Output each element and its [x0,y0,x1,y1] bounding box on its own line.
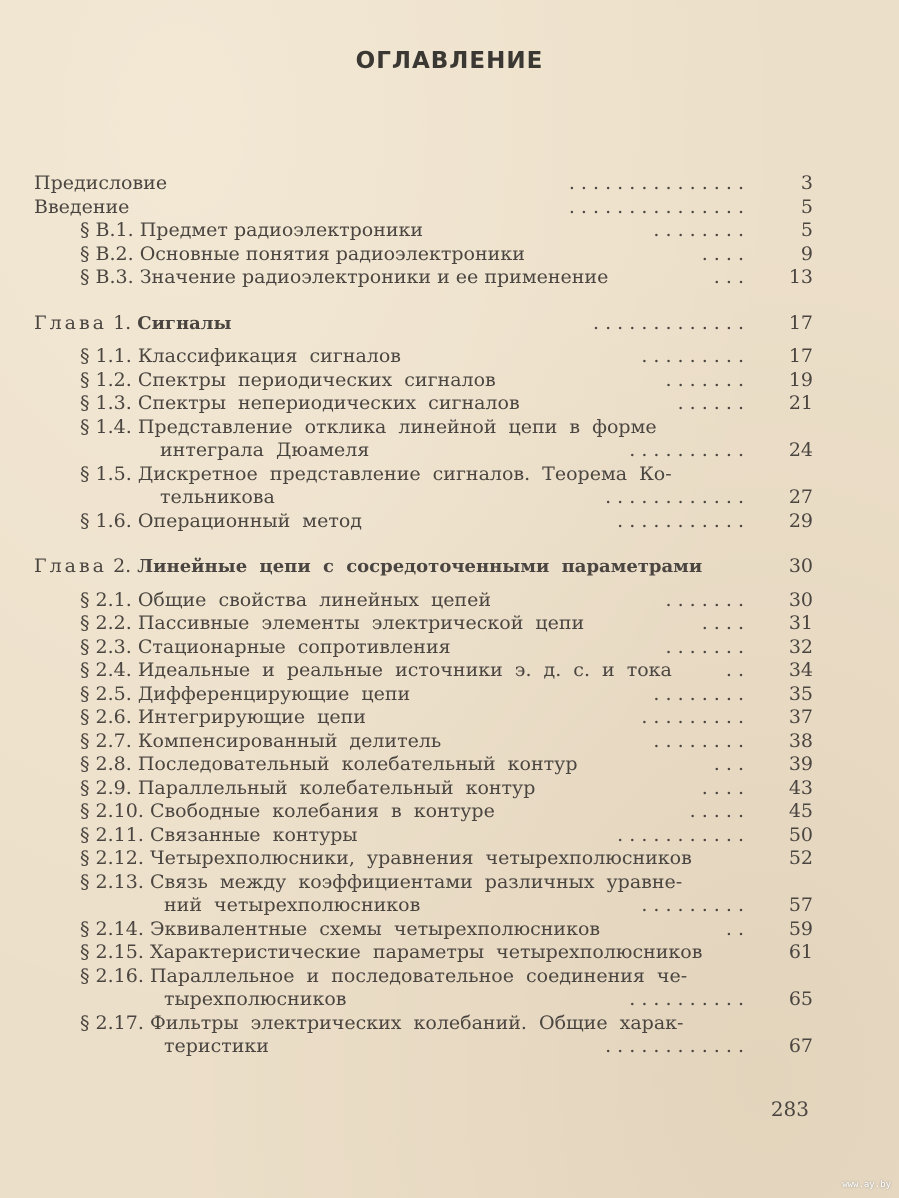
leader-dots: . . . . . . . . . . . . [605,1035,744,1057]
page-ref: 32 [788,635,813,658]
toc-entry-section[interactable] [0,219,899,243]
section-number: § 2.11. [80,823,144,846]
section-number: § 1.4. [80,415,132,438]
leader-dots: . . . . . . . [665,588,744,611]
toc-chapter-1[interactable] [0,312,899,336]
entry-label: Компенсированный делитель [137,729,442,752]
section-number: § 2.12. [80,847,144,869]
page-ref: 45 [788,800,813,822]
leader-dots: . . . . [701,776,744,799]
entry-label-continuation: тельникова [160,486,275,508]
page-ref: 19 [788,368,813,391]
toc-entry-section[interactable] [0,659,899,683]
page-ref: 3 [800,172,813,194]
toc-entry-section[interactable] [0,965,899,989]
entry-label: Предисловие [34,172,168,194]
entry-label: Спектры непериодических сигналов [137,392,520,414]
entry-label: Параллельный колебательный контур [137,776,536,799]
leader-dots: . . . . . . . . . . . . . . . [568,172,744,194]
section-number: § 1.5. [80,462,132,485]
section-number: § 2.4. [80,659,132,681]
page-ref: 52 [788,847,813,869]
entry-label: Классификация сигналов [137,345,401,367]
toc-entry-section[interactable] [0,463,899,487]
page-ref: 9 [800,242,813,265]
entry-label-continuation: тырехполюсников [164,988,347,1010]
leader-dots: . . . [713,753,744,775]
leader-dots: . . . . . . . . . . . . [605,486,744,508]
entry-label: Дискретное представление сигналов. Теорема Ко- [137,462,672,485]
entry-label: Операционный метод [137,509,362,532]
section-number: § В.1. [80,219,134,241]
leader-dots: . . . . . . . . . . . . . [593,311,744,334]
page-ref: 57 [788,894,813,916]
page-ref: 5 [800,219,813,241]
page-ref: 39 [788,753,813,775]
section-number: § 1.1. [80,345,132,367]
page-ref: 43 [788,776,813,799]
toc-entry-section[interactable] [0,369,899,393]
section-number: § 2.2. [80,612,132,634]
leader-dots: . . . . . . . [665,635,744,658]
toc-chapter-2[interactable] [0,555,899,579]
toc-entry-section[interactable] [0,824,899,848]
page-ref: 31 [788,612,813,634]
leader-dots: . . . . . . . . . [641,706,744,728]
entry-label: Характеристические параметры четырехполюсников [149,941,703,963]
toc-entry-section[interactable] [0,510,899,534]
page-ref: 21 [788,392,813,414]
entry-label-continuation: теристики [164,1035,269,1057]
leader-dots: . . . . . . . . . . . [617,823,744,846]
toc-entry-continuation[interactable] [0,486,899,510]
entry-label: Параллельное и последовательное соединения че- [149,964,688,987]
section-number: § 1.6. [80,509,132,532]
page-ref: 37 [788,706,813,728]
section-number: § 2.9. [80,776,132,799]
page-ref: 67 [788,1035,813,1057]
page-ref: 30 [788,555,813,577]
toc-entry-section[interactable] [0,706,899,730]
section-number: § 2.5. [80,682,132,705]
leader-dots: . . [725,917,744,940]
page-ref: 35 [788,682,813,705]
section-number: § 2.17. [80,1011,144,1034]
toc-entry-section[interactable] [0,345,899,369]
entry-label-continuation: интеграла Дюамеля [160,439,370,461]
entry-label: Связь между коэффициентами различных уравне- [149,870,683,893]
section-number: § 2.16. [80,964,144,987]
entry-label: Стационарные сопротивления [137,635,451,658]
page-ref: 34 [788,659,813,681]
page-ref: 38 [788,729,813,752]
page-title: ОГЛАВЛЕНИЕ [355,48,544,74]
entry-label: Основные понятия радиоэлектроники [139,242,525,265]
toc-entry-section[interactable] [0,392,899,416]
chapter-number: 2. [113,555,132,577]
section-number: § 2.3. [80,635,132,658]
page-ref: 61 [788,941,813,963]
page-ref: 65 [788,988,813,1010]
leader-dots: . . . . . . . . [653,729,744,752]
leader-dots: . . . . . . . . . . . [617,509,744,532]
toc-entry-section[interactable] [0,753,899,777]
leader-dots: . . . . [701,612,744,634]
leader-dots: . . . . . [689,800,744,822]
page-ref: 29 [788,509,813,532]
toc-entry-section[interactable] [0,636,899,660]
toc-entry-section[interactable] [0,1012,899,1036]
entry-label: Представление отклика линейной цепи в форме [137,415,657,438]
entry-label: Предмет радиоэлектроники [139,219,424,241]
table-of-contents [0,172,899,1059]
toc-entry-preface[interactable] [0,172,899,196]
section-number: § В.2. [80,242,134,265]
entry-label: Интегрирующие цепи [137,706,366,728]
entry-label: Спектры периодических сигналов [137,368,496,391]
chapter-title: Сигналы [137,312,232,334]
entry-label: Дифференцирующие цепи [137,682,411,705]
chapter-prefix: Глава [34,555,108,577]
toc-entry-section[interactable] [0,416,899,440]
toc-entry-continuation[interactable] [0,894,899,918]
leader-dots: . . . . . . . . [653,682,744,705]
toc-entry-continuation[interactable] [0,439,899,463]
toc-entry-section[interactable] [0,847,899,871]
toc-entry-continuation[interactable] [0,1035,899,1059]
section-number: § 2.13. [80,870,144,893]
section-number: § 2.7. [80,729,132,752]
toc-entry-section[interactable] [0,730,899,754]
entry-label: Четырехполюсники, уравнения четырехполюсников [149,847,692,869]
leader-dots: . . . [713,266,744,288]
entry-label: Эквивалентные схемы четырехполюсников [149,917,601,940]
toc-entry-introduction[interactable] [0,196,899,220]
leader-dots: . . . . . . . . . [641,894,744,916]
toc-entry-continuation[interactable] [0,988,899,1012]
section-number: § 2.10. [80,800,144,822]
toc-entry-section[interactable] [0,243,899,267]
leader-dots: . . . . . . . . . . . . . . . [568,195,744,218]
leader-dots: . . . . . . . . [653,219,744,241]
leader-dots: . . . . [701,242,744,265]
leader-dots: . . [725,659,744,681]
page-ref: 50 [788,823,813,846]
page-ref: 5 [800,195,813,218]
toc-entry-section[interactable] [0,266,899,290]
chapter-title: Линейные цепи с сосредоточенными параметрами [137,556,703,577]
entry-label-continuation: ний четырехполюсников [164,894,421,916]
entry-label: Общие свойства линейных цепей [137,588,492,611]
toc-entry-section[interactable] [0,683,899,707]
toc-entry-section[interactable] [0,589,899,613]
page-ref: 30 [788,588,813,611]
page-ref: 13 [788,266,813,288]
page-number: 283 [770,1097,809,1121]
leader-dots: . . . . . . . . . [641,345,744,367]
toc-entry-section[interactable] [0,800,899,824]
entry-label: Свободные колебания в контуре [149,800,495,822]
chapter-prefix: Глава [34,311,108,334]
section-number: § В.3. [80,266,134,288]
page-ref: 27 [788,486,813,508]
page-ref: 17 [788,345,813,367]
chapter-number: 1. [113,311,132,334]
entry-label: Последовательный колебательный контур [137,753,578,775]
entry-label: Связанные контуры [149,823,358,846]
toc-entry-section[interactable] [0,941,899,965]
section-number: § 1.2. [80,368,132,391]
leader-dots: . . . . . . . [665,368,744,391]
section-number: § 2.6. [80,706,132,728]
entry-label: Введение [34,195,130,218]
page-ref: 24 [788,439,813,461]
section-number: § 2.15. [80,941,144,963]
entry-label: Пассивные элементы электрической цепи [137,612,585,634]
entry-label: Фильтры электрических колебаний. Общие харак- [149,1011,684,1034]
entry-label: Идеальные и реальные источники э. д. с. и тока [137,659,672,681]
leader-dots: . . . . . . . . . . [629,988,744,1010]
toc-entry-section[interactable] [0,918,899,942]
leader-dots: . . . . . . [677,392,744,414]
page-ref: 59 [788,917,813,940]
section-number: § 1.3. [80,392,132,414]
watermark: www.ay.by [842,1180,891,1190]
leader-dots: . . . . . . . . . . [629,439,744,461]
toc-entry-section[interactable] [0,612,899,636]
toc-entry-section[interactable] [0,871,899,895]
section-number: § 2.1. [80,588,132,611]
page-ref: 17 [788,311,813,334]
entry-label: Значение радиоэлектроники и ее применение [139,266,609,288]
toc-entry-section[interactable] [0,777,899,801]
section-number: § 2.8. [80,753,132,775]
section-number: § 2.14. [80,917,144,940]
